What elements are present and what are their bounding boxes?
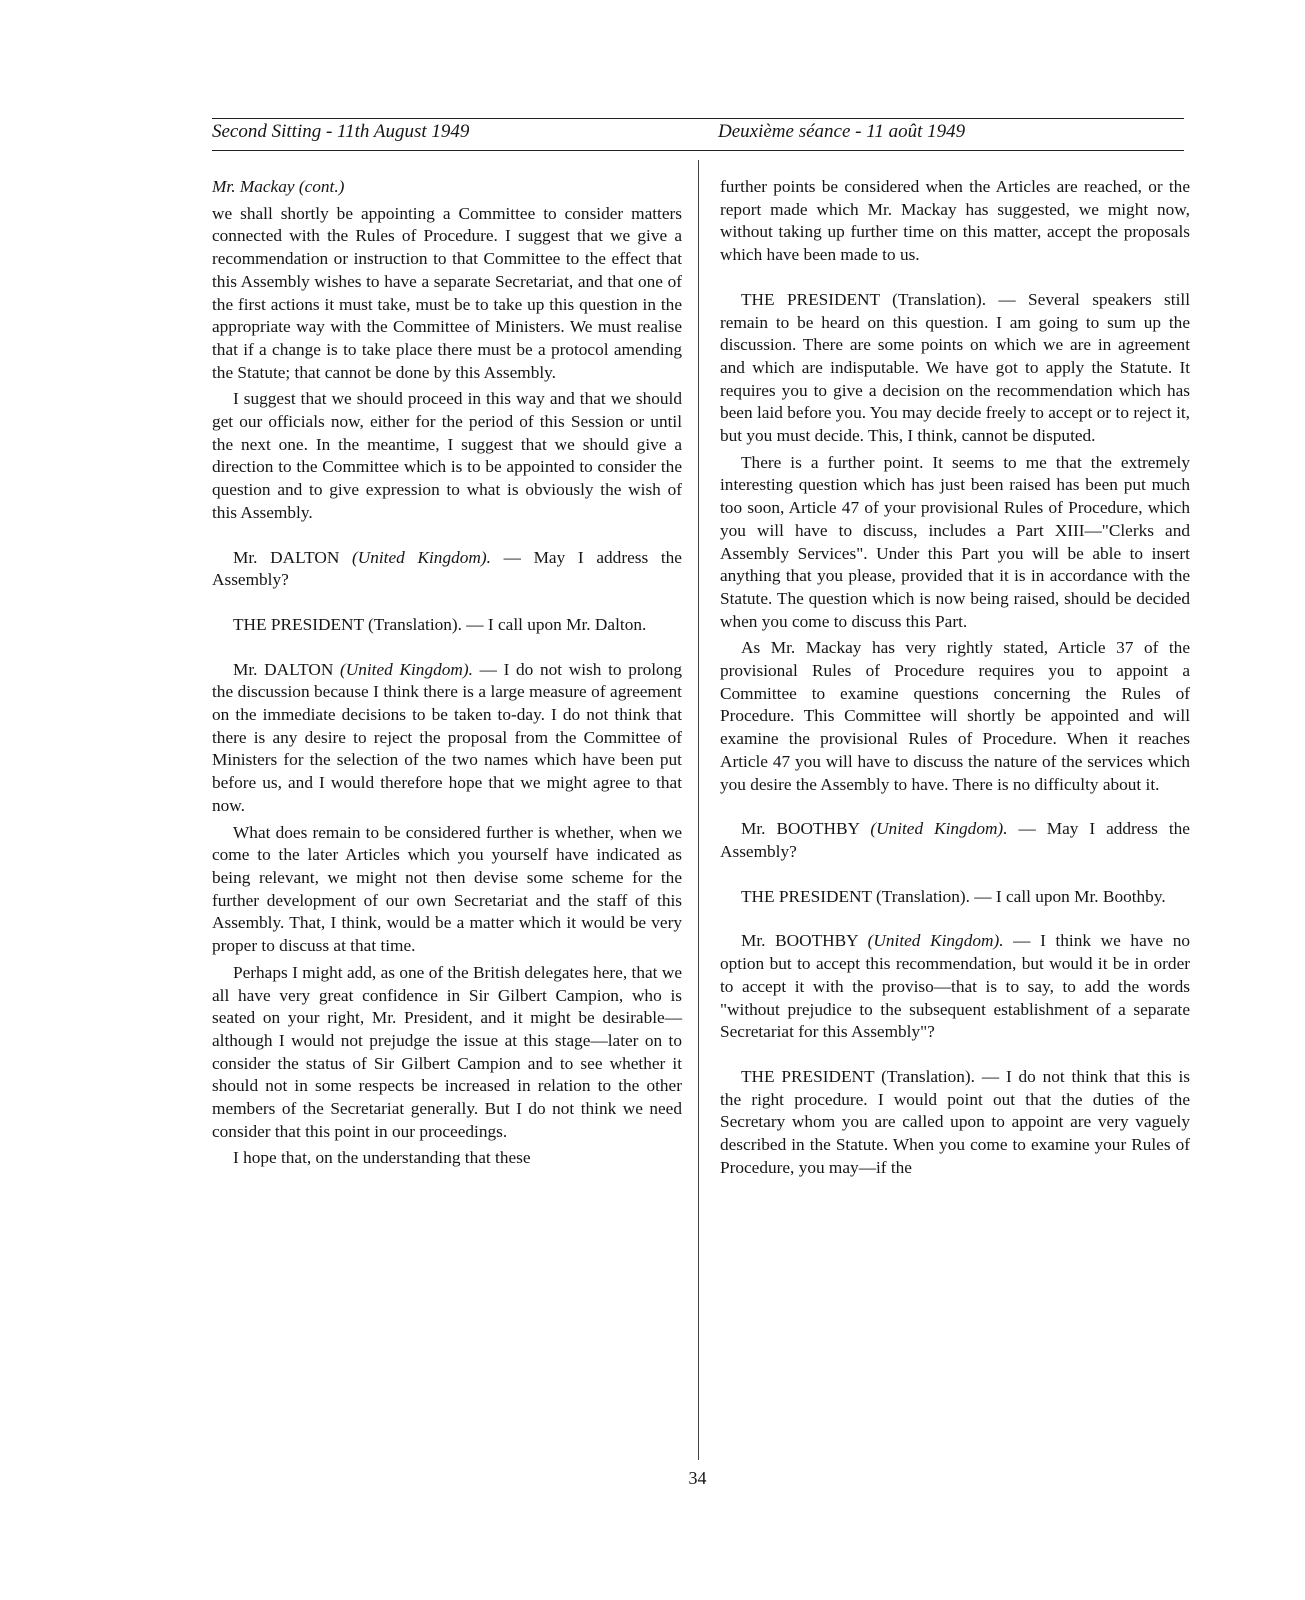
dalton-request — [212, 547, 682, 592]
speech-text: — May I address the Assembly? — [212, 547, 682, 590]
speech-text: — I call upon Mr. Boothby. — [969, 886, 1166, 906]
speaker-country: (United Kingdom). — [352, 547, 491, 567]
speaker-name: THE PRESIDENT (Translation). — [233, 614, 462, 634]
speaker-name: Mr. BOOTHBY — [741, 931, 859, 951]
speech-text: — I do not wish to prolong the discussion because I think there is a large measure of agreement on the immediate decisions to be taken to-day. I do not think that there is any desire to reject the proposal from the Committee of Ministers for the selection of the two names which have been put before us, and I would therefore hope that we might agree to that now. — [212, 659, 682, 815]
mackay-paragraph-2: I suggest that we should proceed in this way and that we should get our officials now, either for the period of this Session or until the next one. In the meantime, I suggest that we should give a direction to the Committee which is to be appointed to consider the question and to give expression to what is obviously the wish of this Assembly. — [212, 389, 682, 522]
president-call-boothby — [720, 886, 1190, 909]
speech-text: — May I address the Assembly? — [720, 819, 1190, 861]
speech-text: — Several speakers still remain to be heard on this question. I am going to sum up the discussion. There are some points on which we are in agreement and which are indisputable. We have got to apply the Statute. It requires you to give a decision on the recommendation which has been laid before you. You may decide freely to accept or to reject it, but you must decide. This, I think, cannot be disputed. — [720, 289, 1190, 446]
president-summary — [720, 289, 1190, 448]
dalton-paragraph-4: I hope that, on the understanding that these — [233, 1148, 531, 1168]
dalton-paragraph-3: Perhaps I might add, as one of the British delegates here, that we all have very great confidence in Sir Gilbert Campion, who is seated on your right, Mr. President, and it might be desirable—although I would not prejudge the issue at this stage—later on to consider the status of Sir Gilbert Campion and to see whether it should not in some respects be increased in relation to the other members of the Secretariat generally. But I do not think we need consider that this point in our proceedings. — [212, 962, 682, 1141]
speaker-country: (United Kingdom). — [867, 931, 1004, 951]
president-reply — [720, 1066, 1190, 1180]
speaker-country: (United Kingdom). — [870, 819, 1008, 839]
header-top-rule — [212, 118, 1184, 119]
speaker-name: THE PRESIDENT (Translation). — [741, 886, 970, 906]
running-header-english: Second Sitting - 11th August 1949 — [212, 121, 470, 142]
speech-text: — I do not think that this is the right procedure. I would point out that the duties of the Secretary whom you are called upon to appoint are very vaguely described in the Statute. When you come to examine your Rules of Procedure, you may—if the — [720, 1066, 1190, 1177]
mackay-paragraph-1: we shall shortly be appointing a Committee to consider matters connected with the Rules of Procedure. I suggest that we give a recommendation or instruction to that Committee to the effect that this Assembly wishes to have a separate Secretariat, and that one of the first actions it must take, must be to take up this question in the appropriate way with the Committee of Ministers. We must realise that if a change is to take place there must be a protocol amending the Statute; that cannot be done by this Assembly. — [212, 203, 682, 382]
speech-text: — I call upon Mr. Dalton. — [461, 614, 647, 634]
dalton-paragraph-2: What does remain to be considered further is whether, when we come to the later Articles which you yourself have indicated as being relevant, we might not then devise some scheme for the further development of our own Secretariat and the staff of this Assembly. That, I think, would be a matter which it would be very proper to discuss at that time. — [212, 822, 682, 956]
boothby-request — [720, 818, 1190, 863]
column-divider — [698, 160, 699, 1460]
speaker-name: THE PRESIDENT (Translation). — [741, 1066, 975, 1086]
dalton-paragraph-continued: further points be considered when the Articles are reached, or the report made which Mr. Mackay has suggested, we might now, without taking up further time on this matter, accept the proposals which have been made to us. — [720, 177, 1190, 265]
president-paragraph-2: There is a further point. It seems to me that the extremely interesting question which has just been raised has been put much too soon, Article 47 of your provisional Rules of Procedure, which you will have to discuss, includes a Part XIII—"Clerks and Assembly Services". Under this Part you will be able to insert anything that you please, provided that it is in accordance with the Statute. The question which is now being raised, should be decided when you come to discuss this Part. — [720, 452, 1190, 631]
speaker-name: Mr. DALTON — [233, 547, 340, 567]
dalton-speech — [212, 659, 682, 818]
speaker-name: Mr. BOOTHBY — [741, 819, 860, 839]
right-column — [720, 176, 1190, 1179]
speaker-name: THE PRESIDENT (Translation). — [741, 289, 987, 309]
speaker-name: Mr. DALTON — [233, 659, 334, 679]
speech-text: — I think we have no option but to accept this recommendation, but would it be in order to accept it with the proviso—that is to say, to add the words "without prejudice to the subsequent establishment of a separate Secretariat for this Assembly"? — [720, 931, 1190, 1042]
header-bottom-rule — [212, 150, 1184, 151]
boothby-speech — [720, 930, 1190, 1044]
continuation-label: Mr. Mackay (cont.) — [212, 177, 345, 196]
page-number: 34 — [688, 1468, 707, 1488]
running-header-french: Deuxième séance - 11 août 1949 — [718, 121, 966, 142]
president-paragraph-3: As Mr. Mackay has very rightly stated, Article 37 of the provisional Rules of Procedure requires you to appoint a Committee to examine questions concerning the Rules of Procedure. This Committee will shortly be appointed and will examine the provisional Rules of Procedure. When it reaches Article 47 you will have to discuss the nature of the services which you desire the Assembly to have. There is no difficulty about it. — [720, 638, 1190, 794]
speaker-country: (United Kingdom). — [340, 659, 473, 679]
left-column — [212, 176, 682, 1170]
president-call-dalton — [212, 614, 682, 637]
